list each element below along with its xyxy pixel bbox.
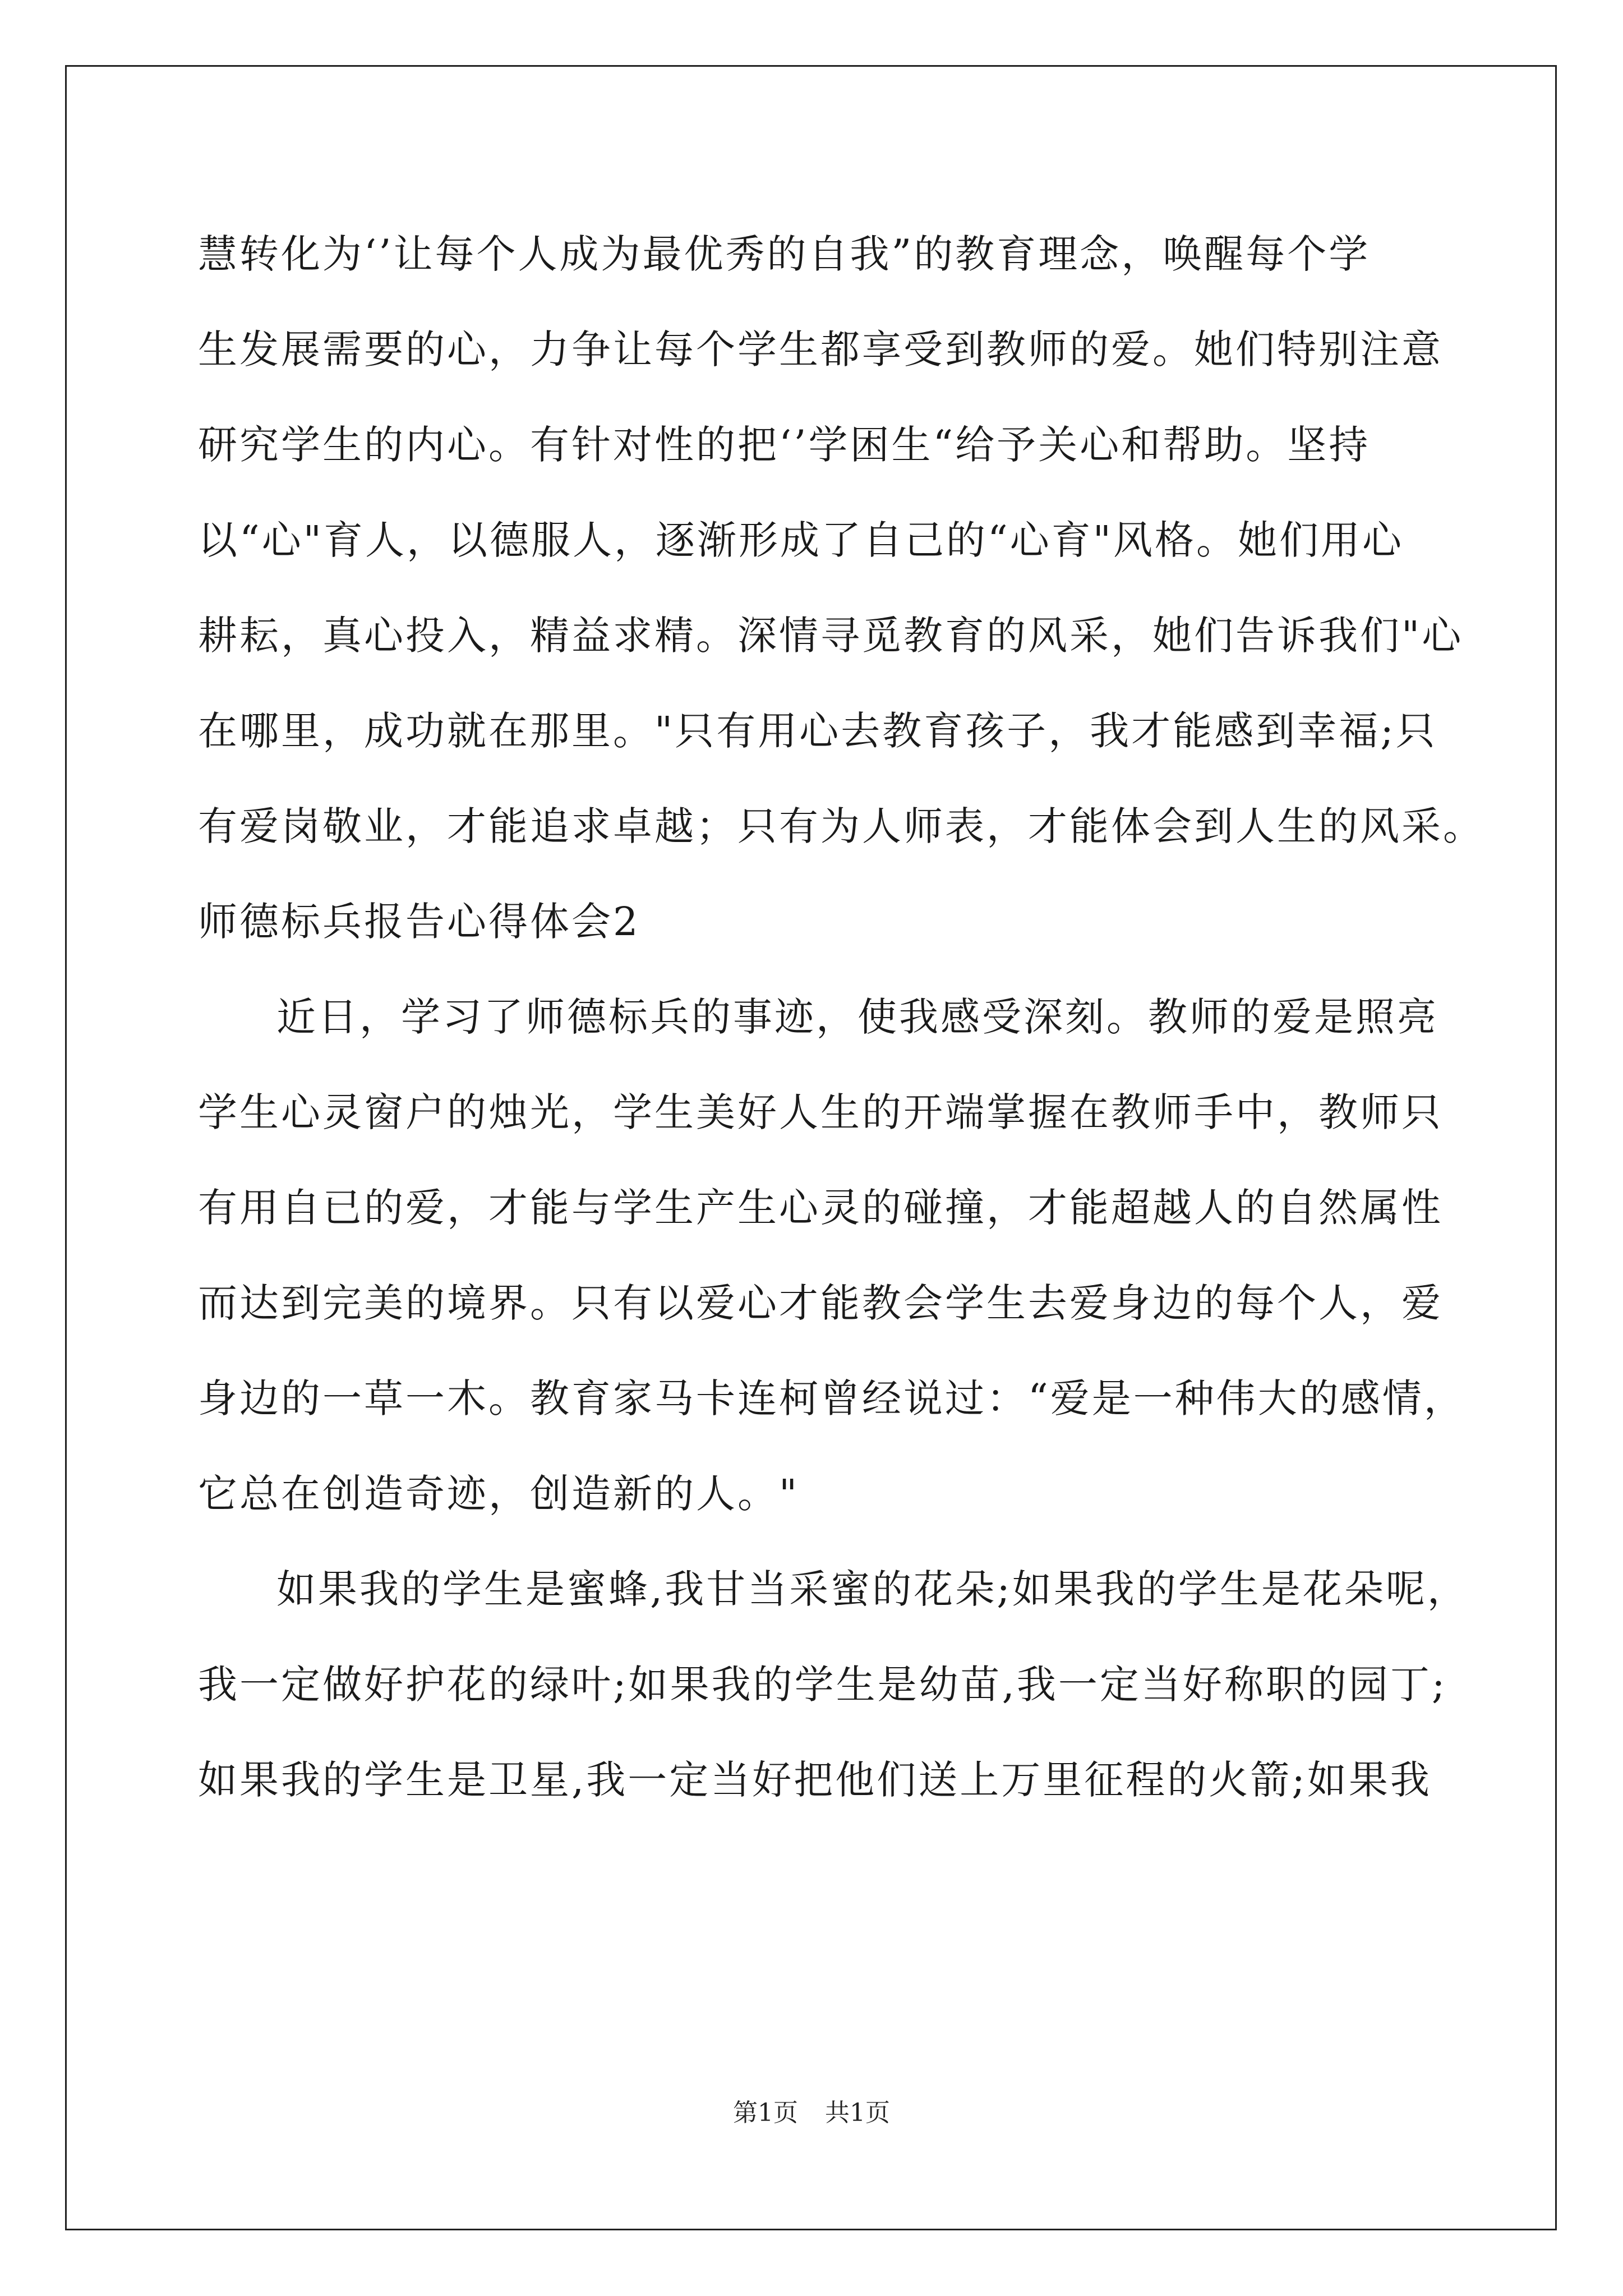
- text-line: 以“心"育人，以德服人，逐渐形成了自己的“心育"风格。她们用心: [198, 517, 1404, 563]
- text-line: 生发展需要的心，力争让每个学生都享受到教师的爱。她们特别注意: [198, 326, 1443, 372]
- page-total: 共1页: [825, 2099, 890, 2127]
- text-line: 近日，学习了师德标兵的事迹，使我感受深刻。教师的爱是照亮: [276, 994, 1438, 1040]
- text-line: 而达到完美的境界。只有以爱心才能教会学生去爱身边的每个人，爱: [198, 1280, 1443, 1326]
- text-line: 学生心灵窗户的烛光，学生美好人生的开端掌握在教师手中，教师只: [198, 1089, 1443, 1135]
- page-footer: [0, 2092, 1623, 2128]
- text-line: 我一定做好护花的绿叶;如果我的学生是幼苗,我一定当好称职的园丁;: [198, 1662, 1447, 1708]
- text-line: 如果我的学生是蜜蜂,我甘当采蜜的花朵;如果我的学生是花朵呢，: [276, 1566, 1469, 1612]
- document-body: [198, 206, 1484, 1828]
- text-line: 研究学生的内心。有针对性的把‘’学困生“给予关心和帮助。坚持: [198, 422, 1371, 468]
- text-line: 在哪里，成功就在那里。"只有用心去教育孩子，我才能感到幸福;只: [198, 708, 1437, 754]
- text-line: 耕耘，真心投入，精益求精。深情寻觅教育的风采，她们告诉我们"心: [198, 613, 1464, 659]
- text-line: 如果我的学生是卫星,我一定当好把他们送上万里征程的火箭;如果我: [198, 1757, 1432, 1803]
- text-line: 身边的一草一木。教育家马卡连柯曾经说过：“爱是一种伟大的感情，: [198, 1375, 1465, 1421]
- text-line: 慧转化为‘’让每个人成为最优秀的自我”的教育理念，唤醒每个学: [198, 231, 1371, 277]
- text-line: 有用自已的爱，才能与学生产生心灵的碰撞，才能超越人的自然属性: [198, 1185, 1443, 1231]
- text-line: 它总在创造奇迹，创造新的人。": [198, 1471, 800, 1517]
- text-line: 有爱岗敬业，才能追求卓越；只有为人师表，才能体会到人生的风采。: [198, 803, 1484, 849]
- section-heading: 师德标兵报告心得体会2: [198, 899, 640, 945]
- page-number: 第1页: [733, 2099, 798, 2127]
